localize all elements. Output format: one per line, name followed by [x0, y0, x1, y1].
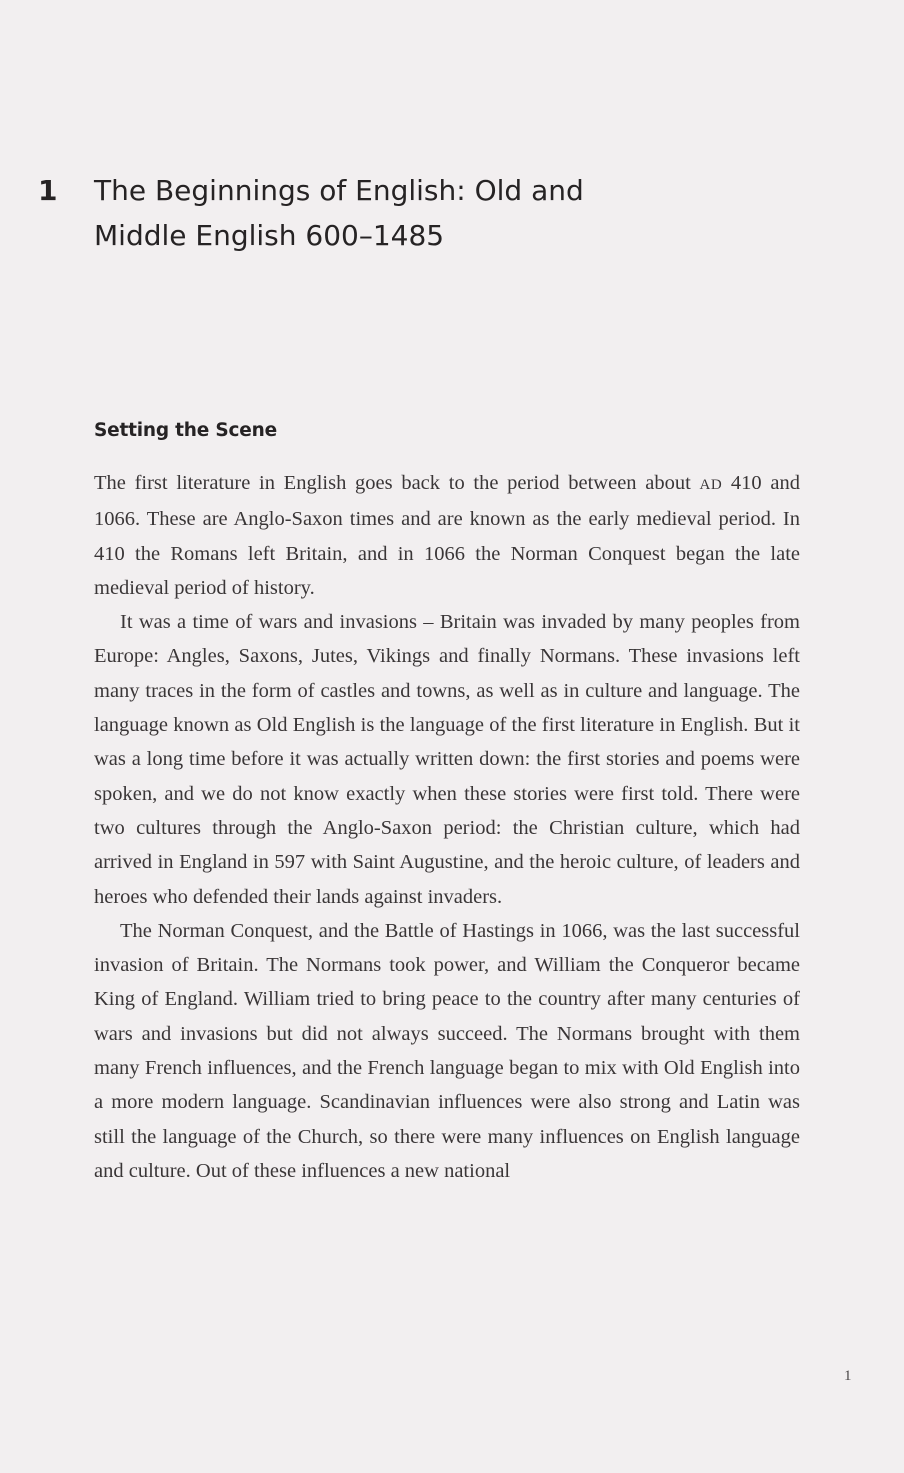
paragraph-2: It was a time of wars and invasions – Britain was invaded by many peoples from Europe: Angles, Saxons, Jutes, Vikings and finally Normans. These invasions left many traces in the form of castles and towns, as well as in culture and language. The language known as Old English is the language of the first literature in English. But it was a long time before it was actually written down: the first stories and poems were spoken, and we do not know exactly when these stories were first told. There were two cultures through the Anglo-Saxon period: the Christian culture, which had arrived in England in 597 with Saint Augustine, and the heroic culture, of leaders and heroes who defended their lands against invaders. [94, 611, 800, 908]
paragraph-1-rest: 410 and 1066. These are Anglo-Saxon times and are known as the early medieval period. In 410 the Romans left Britain, and in 1066 the Norman Conquest began the late medieval period of history. [94, 472, 800, 599]
body-text [94, 466, 800, 1188]
chapter-title-line-1: The Beginnings of English: Old and [94, 174, 584, 207]
chapter-title [94, 168, 734, 258]
page-number: 1 [844, 1368, 852, 1384]
section-heading: Setting the Scene [94, 420, 277, 441]
paragraph-3: The Norman Conquest, and the Battle of Hastings in 1066, was the last successful invasion of Britain. The Normans took power, and William the Conqueror became King of England. William tried to bring peace to the country after many centuries of wars and invasions but did not always succeed. The Normans brought with them many French influences, and the French language began to mix with Old English into a more modern language. Scandinavian influences were also strong and Latin was still the language of the Church, so there were many influences on English language and culture. Out of these influences a new national [94, 919, 800, 1182]
chapter-title-line-2: Middle English 600–1485 [94, 219, 445, 252]
paragraph-1-start: The first literature in English goes back to the period between about [94, 472, 700, 494]
era-abbreviation: AD [699, 477, 723, 493]
paragraph-1 [94, 466, 800, 605]
chapter-number: 1 [38, 174, 58, 207]
